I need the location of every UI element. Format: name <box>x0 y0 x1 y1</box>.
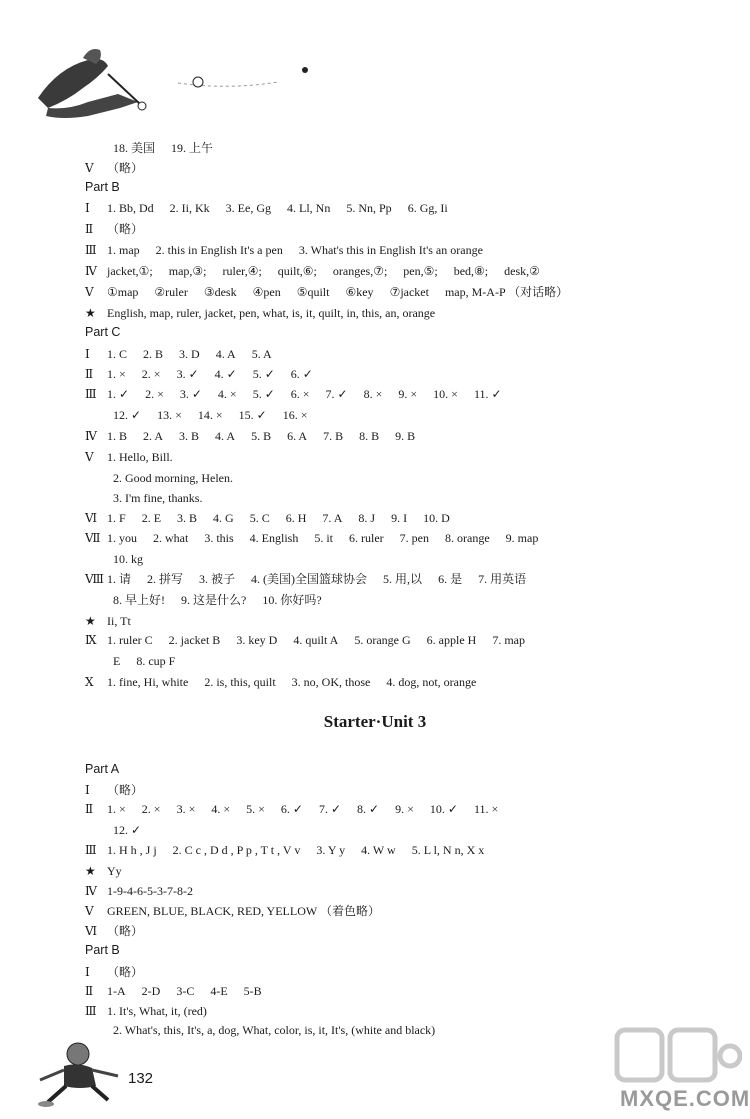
answer-item: 9. 这是什么? <box>181 593 247 607</box>
answer-item: 8. ✓ <box>357 802 380 816</box>
answer-item: 5. B <box>251 429 272 443</box>
answer-line <box>113 592 338 608</box>
answer-item: 5. Nn, Pp <box>346 201 392 215</box>
answer-item: 13. × <box>157 408 182 422</box>
answer-line <box>85 923 159 939</box>
answer-item: 8. × <box>363 387 383 401</box>
answer-item: 1. you <box>107 531 137 545</box>
answer-item: 4. A <box>215 429 236 443</box>
exercise-label: Ⅸ <box>85 633 97 647</box>
answer-item: 2-D <box>141 984 161 998</box>
exercise-label: Ⅷ <box>85 572 104 586</box>
exercise-label: Ⅳ <box>85 429 97 443</box>
answer-item: 5. × <box>246 802 265 816</box>
answer-item: 16. × <box>282 408 308 422</box>
answer-item: 6. ✓ <box>290 367 313 381</box>
answer-item: 6. ✓ <box>280 802 303 816</box>
answer-line <box>85 1003 223 1019</box>
exercise-label: Ⅴ <box>85 450 94 464</box>
answer-item: 4. English <box>249 531 299 545</box>
answer-item: 2. Good morning, Helen. <box>113 471 233 485</box>
answer-item: 5. orange G <box>354 633 411 647</box>
answer-item: 1. fine, Hi, white <box>107 675 189 689</box>
answer-item: 3. D <box>179 347 200 361</box>
answer-item: 6. 是 <box>438 572 463 586</box>
answer-item: 4. × <box>211 802 231 816</box>
answer-item: 10. × <box>433 387 458 401</box>
exercise-label: Ⅰ <box>85 201 90 215</box>
part-heading: Part B <box>85 180 120 194</box>
answer-item: jacket,①; <box>107 264 153 278</box>
answer-item: 4. quilt A <box>293 633 339 647</box>
answer-item: 10. ✓ <box>429 802 458 816</box>
answer-line <box>85 863 138 879</box>
answer-item: 1. It's, What, it, (red) <box>107 1004 207 1018</box>
answer-item: （略） <box>107 965 144 979</box>
answer-item: 1. × <box>107 367 126 381</box>
answer-line <box>85 674 492 690</box>
answer-line <box>85 386 518 402</box>
answer-item: 7. map <box>492 633 525 647</box>
answer-item: 2. × <box>141 802 161 816</box>
answer-item: 4. (美国)全国篮球协会 <box>251 572 368 586</box>
answer-item: 3. What's this in English It's an orange <box>298 243 483 257</box>
answer-item: 2. A <box>143 429 164 443</box>
answer-item: 3. key D <box>236 633 278 647</box>
answer-item: 10. D <box>423 511 450 525</box>
answer-item: 3. × <box>176 802 196 816</box>
answer-item: 6. Gg, Ii <box>407 201 448 215</box>
answer-item: map,③; <box>168 264 207 278</box>
answer-item: 7. A <box>322 511 343 525</box>
exercise-label: Ⅴ <box>85 904 94 918</box>
answer-item: ruler,④; <box>222 264 262 278</box>
answer-line <box>85 160 159 176</box>
part-heading: Part A <box>85 762 120 776</box>
page-number: 132 <box>128 1070 154 1087</box>
exercise-label: Ⅰ <box>85 965 90 979</box>
answer-item: 3. I'm fine, thanks. <box>113 491 203 505</box>
answer-item: 8. 早上好! <box>113 593 165 607</box>
answer-item: 5. ✓ <box>252 387 275 401</box>
answer-item: 1-9-4-6-5-3-7-8-2 <box>107 884 193 898</box>
answer-line <box>85 346 288 362</box>
answer-item: 3. 被子 <box>199 572 236 586</box>
answer-item: bed,⑧; <box>453 264 489 278</box>
answer-item: ⑦jacket <box>389 285 429 299</box>
answer-item: 3. Y y <box>316 843 346 857</box>
answer-item: ①map <box>107 285 139 299</box>
part-heading: Part B <box>85 943 120 957</box>
exercise-label: ★ <box>85 306 96 320</box>
answer-item: 8. orange <box>445 531 490 545</box>
answer-item: 1. ruler C <box>107 633 153 647</box>
answer-item: English, map, ruler, jacket, pen, what, is, it, quilt, in, this, an, orange <box>107 306 436 320</box>
answer-item: 1. 请 <box>107 572 132 586</box>
exercise-label: Ⅹ <box>85 675 94 689</box>
answer-item: 5. 用,以 <box>383 572 423 586</box>
golfer-illustration <box>28 38 328 128</box>
exercise-label: Ⅳ <box>85 264 97 278</box>
answer-item: 3-C <box>176 984 195 998</box>
answer-item: 5. A <box>251 347 272 361</box>
answer-item: 7. ✓ <box>318 802 342 816</box>
answer-item: 4. A <box>215 347 236 361</box>
answer-item: 2. this in English It's a pen <box>155 243 283 257</box>
answer-item: 5. ✓ <box>252 367 275 381</box>
exercise-label: Ⅰ <box>85 347 90 361</box>
exercise-label: Ⅵ <box>85 924 98 938</box>
answer-item: （略） <box>107 222 144 236</box>
answer-item: ③desk <box>203 285 237 299</box>
answer-item: ⑥key <box>345 285 374 299</box>
answer-item: Yy <box>107 864 122 878</box>
answer-item: 10. kg <box>113 552 143 566</box>
answer-line <box>85 305 451 321</box>
answer-item: ④pen <box>252 285 281 299</box>
exercise-label: Ⅳ <box>85 884 97 898</box>
answer-item: 5. C <box>249 511 270 525</box>
answer-item: 5. L l, N n, X x <box>411 843 485 857</box>
answer-item: 5. it <box>314 531 334 545</box>
answer-line <box>113 822 157 838</box>
section-title: Starter·Unit 3 <box>323 712 427 731</box>
monkey-illustration <box>30 1040 130 1110</box>
answer-line <box>85 571 542 587</box>
watermark-text: MXQE.COM <box>620 1086 750 1111</box>
answer-item: desk,② <box>504 264 540 278</box>
answer-item: 9. B <box>395 429 416 443</box>
exercise-label: Ⅱ <box>85 802 94 816</box>
answer-line <box>85 964 159 980</box>
answer-item: （略） <box>107 783 144 797</box>
exercise-label: Ⅲ <box>85 1004 97 1018</box>
answer-item: 1. Hello, Bill. <box>107 450 173 464</box>
answer-line <box>85 221 159 237</box>
answer-item: 8. J <box>358 511 376 525</box>
answer-item: Ii, Tt <box>107 614 131 628</box>
answer-item: 11. ✓ <box>473 387 502 401</box>
answer-item: 4-E <box>210 984 228 998</box>
answer-item: 2. What's, this, It's, a, dog, What, color, is, it, It's, (white and black) <box>113 1023 436 1037</box>
answer-item: ⑤quilt <box>296 285 330 299</box>
answer-item: 1. B <box>107 429 128 443</box>
answer-item: 4. Ll, Nn <box>287 201 331 215</box>
answer-item: 1. Bb, Dd <box>107 201 154 215</box>
answer-item: GREEN, BLUE, BLACK, RED, YELLOW （着色略） <box>107 904 380 918</box>
answer-line <box>85 449 189 465</box>
answer-item: 3. ✓ <box>179 387 202 401</box>
exercise-label: Ⅲ <box>85 843 97 857</box>
exercise-label: Ⅴ <box>85 161 94 175</box>
answer-item: 9. I <box>391 511 408 525</box>
answer-item: 2. × <box>141 367 161 381</box>
answer-item: 7. 用英语 <box>478 572 527 586</box>
answer-item: 1. map <box>107 243 140 257</box>
answer-line <box>85 530 554 546</box>
answer-line <box>85 242 499 258</box>
answer-item: 7. pen <box>399 531 429 545</box>
exercise-label: Ⅱ <box>85 367 94 381</box>
answer-item: oranges,⑦; <box>332 264 388 278</box>
answer-line <box>113 653 191 669</box>
answer-item: 6. H <box>285 511 307 525</box>
answer-item: 3. ✓ <box>176 367 199 381</box>
answer-line <box>113 551 159 567</box>
answer-item: 1. C <box>107 347 128 361</box>
answer-item: map, M-A-P （对话略） <box>444 285 569 299</box>
answer-line <box>113 490 218 506</box>
answer-line <box>85 903 396 919</box>
answer-item: 1-A <box>107 984 126 998</box>
exercise-label: ★ <box>85 864 96 878</box>
part-heading: Part C <box>85 325 121 339</box>
answer-item: 4. × <box>217 387 237 401</box>
answer-item: 7. ✓ <box>325 387 348 401</box>
answer-item: 11. × <box>473 802 499 816</box>
answer-item: 2. is, this, quilt <box>204 675 276 689</box>
answer-item: 6. ruler <box>349 531 384 545</box>
answer-item: 3. Ee, Gg <box>225 201 271 215</box>
answer-line <box>85 613 147 629</box>
answer-item: 6. apple H <box>426 633 477 647</box>
exercise-label: Ⅰ <box>85 783 90 797</box>
exercise-label: Ⅱ <box>85 222 94 236</box>
answer-item: 9. × <box>395 802 414 816</box>
exercise-label: Ⅴ <box>85 285 94 299</box>
answer-item: 3. B <box>177 511 198 525</box>
answer-item: 3. no, OK, those <box>291 675 371 689</box>
answer-item: 1. ✓ <box>107 387 130 401</box>
answer-item: 1. H h , J j <box>107 843 157 857</box>
answer-item: 2. × <box>145 387 164 401</box>
answer-item: 4. G <box>213 511 234 525</box>
answer-item: 4. W w <box>361 843 396 857</box>
answer-item: quilt,⑥; <box>277 264 317 278</box>
answer-line <box>85 428 431 444</box>
answer-line <box>85 801 514 817</box>
answer-item: 2. C c , D d , P p , T t , V v <box>172 843 301 857</box>
answer-line <box>85 983 278 999</box>
answer-item: 2. Ii, Kk <box>169 201 210 215</box>
answer-line <box>85 200 464 216</box>
answer-item: 10. 你好吗? <box>262 593 322 607</box>
answer-item: 8. cup F <box>136 654 176 668</box>
answer-item: 9. map <box>505 531 539 545</box>
answer-line <box>85 510 466 526</box>
answer-item: 15. ✓ <box>238 408 267 422</box>
answer-line <box>113 140 229 156</box>
answer-line <box>85 782 159 798</box>
answer-item: （略） <box>107 924 144 938</box>
answer-item: 2. jacket B <box>168 633 221 647</box>
answer-item: 4. ✓ <box>214 367 237 381</box>
answer-item: ②ruler <box>154 285 188 299</box>
answer-item: （略） <box>107 161 144 175</box>
answer-item: 9. × <box>398 387 418 401</box>
exercise-label: Ⅲ <box>85 243 97 257</box>
answer-line <box>85 883 209 899</box>
answer-line <box>113 470 249 486</box>
answer-item: 6. × <box>290 387 310 401</box>
answer-item: 3. B <box>179 429 200 443</box>
answer-item: 2. 拼写 <box>147 572 184 586</box>
answer-item: 5-B <box>243 984 262 998</box>
answer-item: 12. ✓ <box>113 823 142 837</box>
answer-line <box>85 284 584 300</box>
answer-line <box>85 632 541 648</box>
answer-item: 14. × <box>197 408 223 422</box>
answer-item: pen,⑤; <box>403 264 438 278</box>
exercise-label: Ⅵ <box>85 511 98 525</box>
answer-item: 2. what <box>153 531 189 545</box>
answer-item: 4. dog, not, orange <box>386 675 477 689</box>
answer-item: 2. E <box>141 511 162 525</box>
answer-item: E <box>113 654 121 668</box>
answer-line <box>85 366 329 382</box>
answer-item: 3. this <box>204 531 234 545</box>
answer-item: 19. 上午 <box>171 141 214 155</box>
answer-line <box>113 1022 451 1038</box>
answer-item: 7. B <box>323 429 344 443</box>
exercise-label: ★ <box>85 614 96 628</box>
answer-item: 2. B <box>143 347 164 361</box>
answer-line <box>85 842 500 858</box>
answer-item: 6. A <box>287 429 308 443</box>
answer-line <box>85 263 556 279</box>
answer-item: 18. 美国 <box>113 141 156 155</box>
answer-item: 12. ✓ <box>113 408 142 422</box>
answer-line <box>113 407 323 423</box>
answer-item: 1. F <box>107 511 126 525</box>
answer-item: 1. × <box>107 802 126 816</box>
exercise-label: Ⅲ <box>85 387 97 401</box>
answer-item: 8. B <box>359 429 380 443</box>
exercise-label: Ⅶ <box>85 531 101 545</box>
exercise-label: Ⅱ <box>85 984 94 998</box>
